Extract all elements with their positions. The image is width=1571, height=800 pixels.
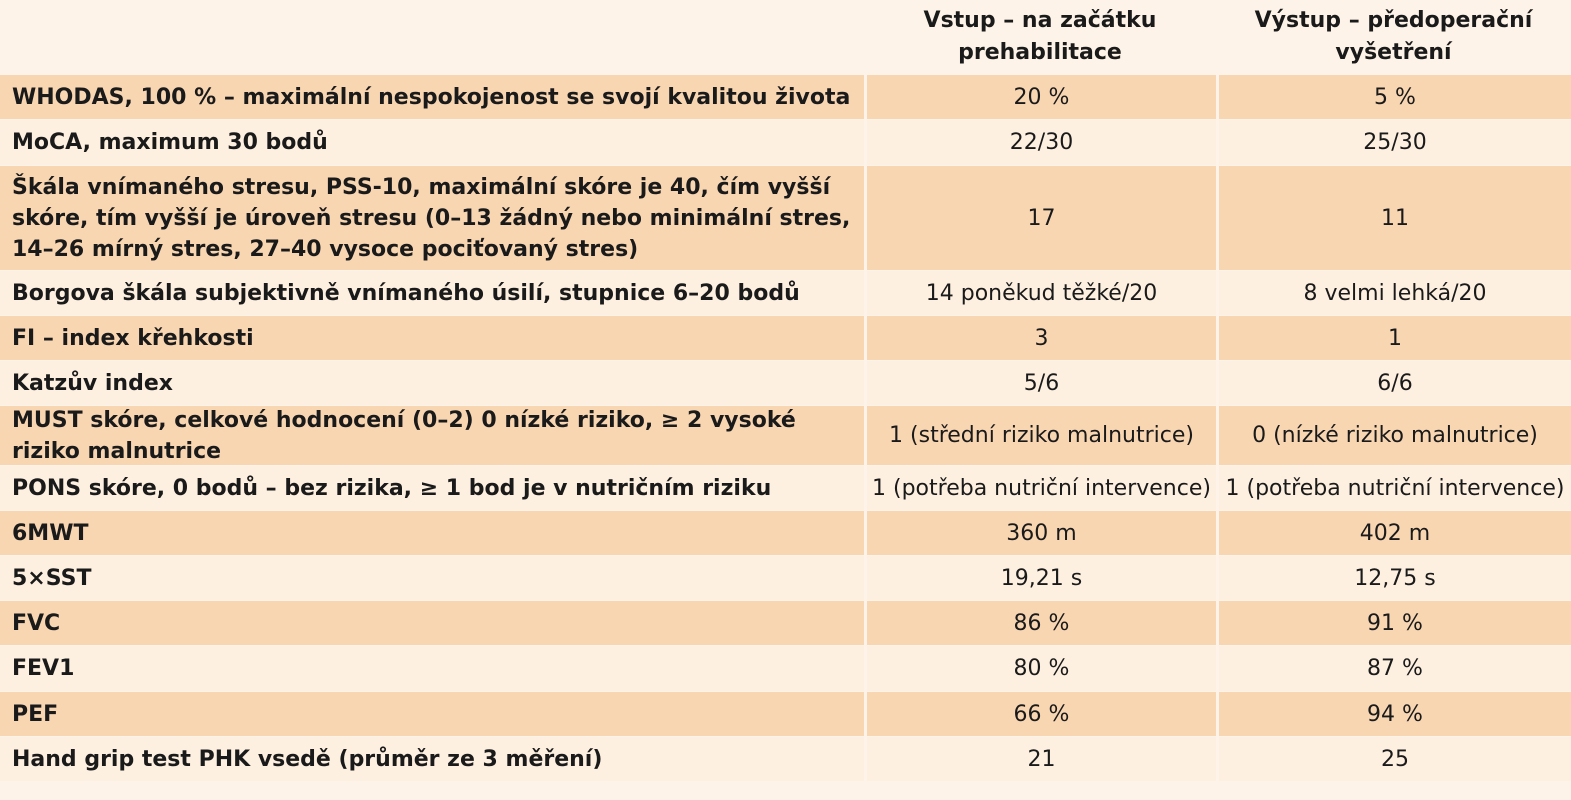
row-label: FEV1 [0, 646, 864, 691]
exit-value: 91 % [1216, 601, 1571, 645]
exit-value: 0 (nízké riziko malnutrice) [1216, 406, 1571, 465]
entry-value: 20 % [864, 75, 1216, 119]
row-label: Katzův index [0, 361, 864, 405]
entry-value: 1 (střední riziko malnutrice) [864, 406, 1216, 465]
row-label: MoCA, maximum 30 bodů [0, 120, 864, 165]
row-label: FVC [0, 601, 864, 645]
entry-value: 14 poněkud těžké/20 [864, 271, 1216, 315]
entry-value: 17 [864, 166, 1216, 270]
entry-value: 80 % [864, 646, 1216, 691]
row-label: PEF [0, 692, 864, 736]
entry-value: 3 [864, 316, 1216, 360]
exit-value: 94 % [1216, 692, 1571, 736]
entry-value: 21 [864, 737, 1216, 781]
row-label: Borgova škála subjektivně vnímaného úsilí, stupnice 6–20 bodů [0, 271, 864, 315]
entry-value: 5/6 [864, 361, 1216, 405]
row-label: MUST skóre, celkové hodnocení (0–2) 0 nízké riziko, ≥ 2 vysoké riziko malnutrice [0, 406, 864, 465]
entry-value: 1 (potřeba nutriční intervence) [864, 466, 1216, 510]
exit-value: 25 [1216, 737, 1571, 781]
exit-value: 1 (potřeba nutriční intervence) [1216, 466, 1571, 510]
exit-value: 402 m [1216, 511, 1571, 555]
entry-value: 360 m [864, 511, 1216, 555]
header-exit: Výstup – předoperační vyšetření [1254, 8, 1533, 65]
exit-value: 5 % [1216, 75, 1571, 119]
entry-value: 66 % [864, 692, 1216, 736]
exit-value: 25/30 [1216, 120, 1571, 165]
exit-value: 11 [1216, 166, 1571, 270]
exit-value: 12,75 s [1216, 556, 1571, 600]
exit-value: 1 [1216, 316, 1571, 360]
exit-value: 6/6 [1216, 361, 1571, 405]
exit-value: 87 % [1216, 646, 1571, 691]
header-entry: Vstup – na začátku prehabilitace [923, 8, 1157, 65]
header-blank-cell [0, 0, 864, 74]
entry-value: 86 % [864, 601, 1216, 645]
entry-value: 19,21 s [864, 556, 1216, 600]
row-label: PONS skóre, 0 bodů – bez rizika, ≥ 1 bod je v nutričním riziku [0, 466, 864, 510]
exit-value: 8 velmi lehká/20 [1216, 271, 1571, 315]
row-label: Hand grip test PHK vsedě (průměr ze 3 měření) [0, 737, 864, 781]
entry-value: 22/30 [864, 120, 1216, 165]
row-label: Škála vnímaného stresu, PSS-10, maximální skóre je 40, čím vyšší skóre, tím vyšší je úroveň stresu (0–13 žádný nebo minimální stres, 14–26 mírný stres, 27–40 vysoce pociťovaný stres) [0, 166, 864, 270]
row-label: 5×SST [0, 556, 864, 600]
row-label: WHODAS, 100 % – maximální nespokojenost se svojí kvalitou života [0, 75, 864, 119]
row-label: 6MWT [0, 511, 864, 555]
row-label: FI – index křehkosti [0, 316, 864, 360]
